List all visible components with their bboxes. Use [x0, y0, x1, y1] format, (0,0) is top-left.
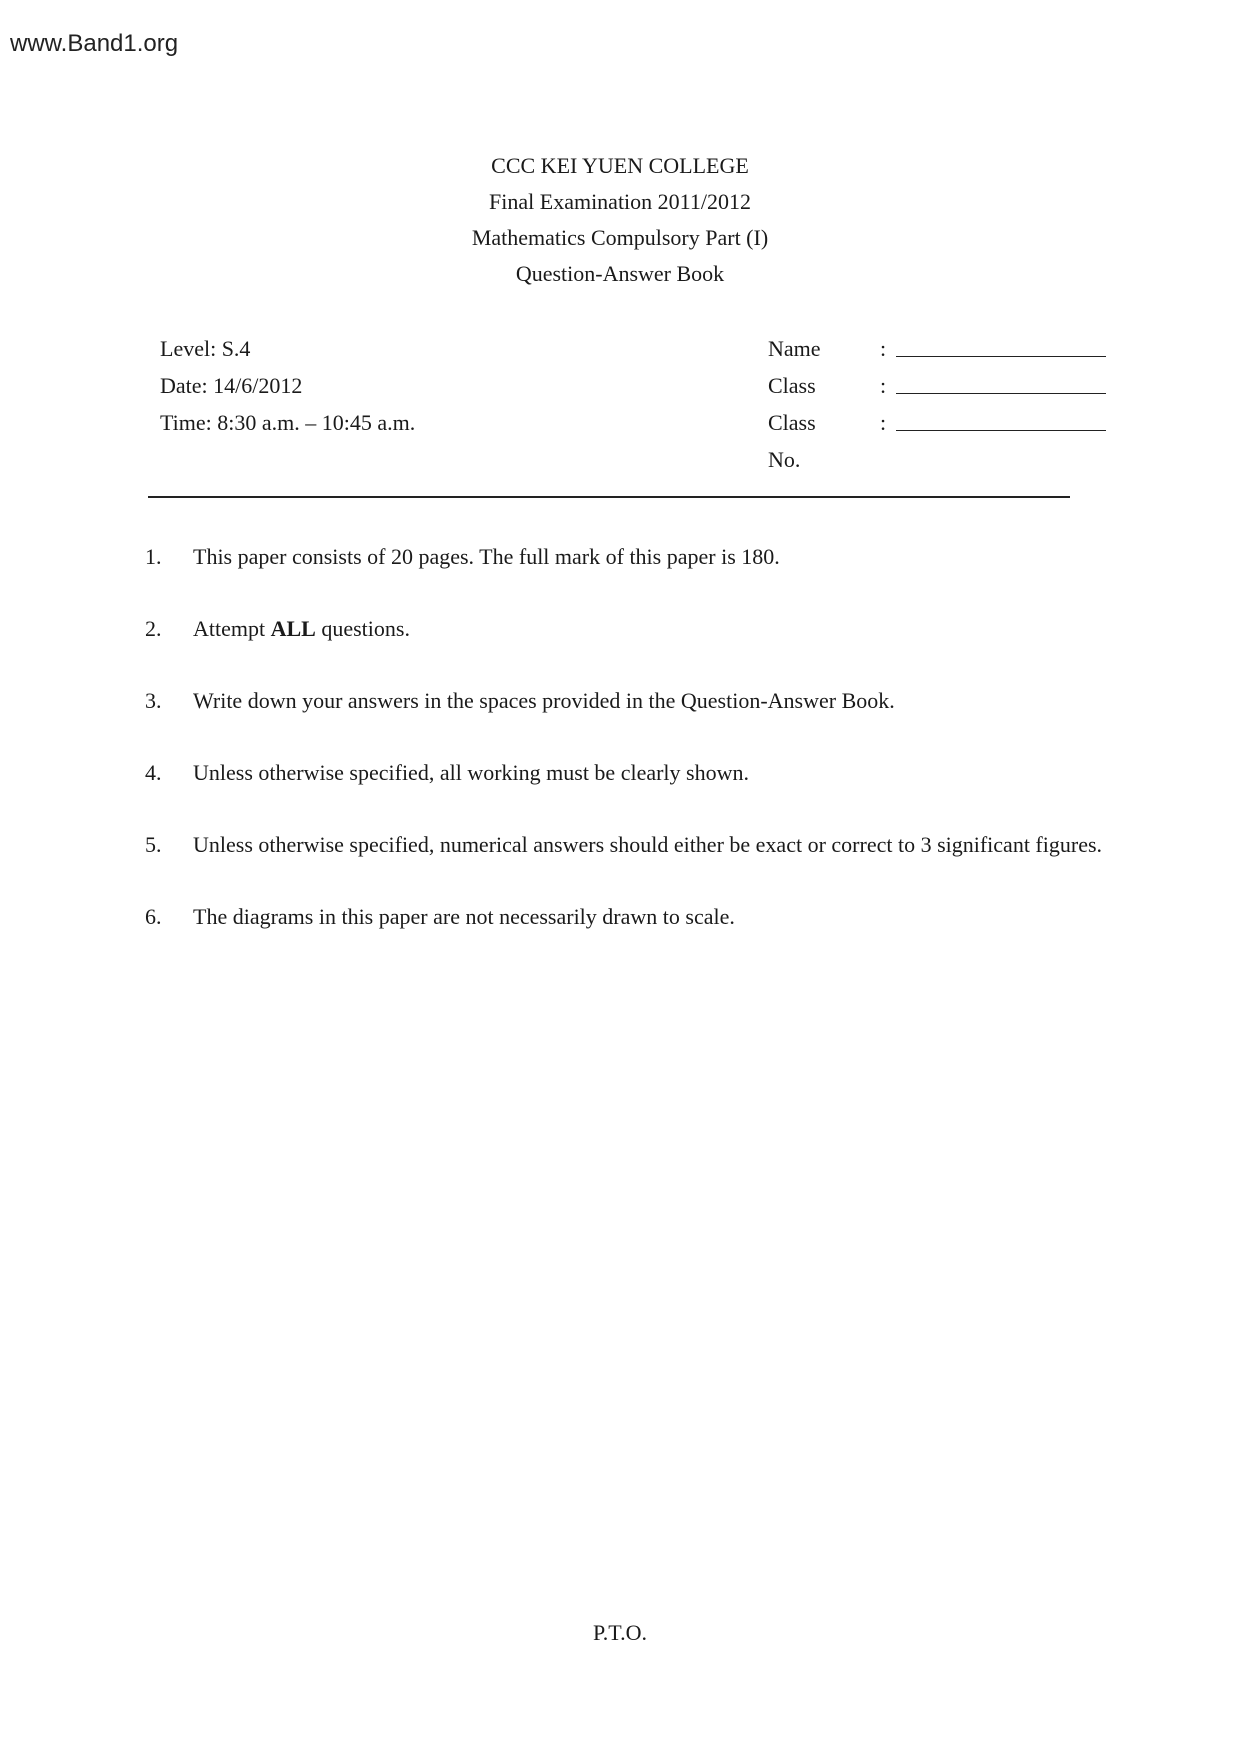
watermark-url: www.Band1.org [10, 30, 179, 57]
instructions-list [145, 540, 1105, 972]
instruction-number: 5. [145, 832, 162, 857]
instruction-text-pre: Attempt [193, 616, 271, 641]
class-no-colon: : [880, 410, 887, 435]
book-title: Question-Answer Book [515, 261, 725, 286]
instruction-text: Write down your answers in the spaces provided in the Question-Answer Book. [193, 688, 895, 713]
instruction-item [145, 684, 1105, 718]
instruction-number: 3. [145, 688, 162, 713]
class-blank[interactable] [896, 393, 1106, 394]
instruction-number: 4. [145, 760, 162, 785]
exam-title: Final Examination 2011/2012 [489, 189, 751, 214]
class-no-label: Class No. [768, 410, 816, 472]
exam-header [0, 148, 1240, 292]
instruction-item [145, 756, 1105, 790]
time: Time: 8:30 a.m. – 10:45 a.m. [160, 410, 416, 435]
instruction-text: Unless otherwise specified, all working must be clearly shown. [193, 760, 749, 785]
instruction-text: The diagrams in this paper are not necessarily drawn to scale. [193, 904, 735, 929]
name-colon: : [880, 336, 887, 361]
instruction-number: 1. [145, 544, 162, 569]
date: Date: 14/6/2012 [160, 373, 303, 398]
exam-info [160, 330, 415, 441]
subject-title: Mathematics Compulsory Part (I) [471, 225, 769, 250]
instruction-item [145, 540, 1105, 574]
class-label: Class [768, 373, 816, 398]
instruction-number: 6. [145, 904, 162, 929]
instruction-number: 2. [145, 616, 162, 641]
class-no-blank[interactable] [896, 430, 1106, 431]
instruction-text-bold: ALL [270, 616, 316, 641]
divider-line [148, 496, 1070, 498]
instruction-item [145, 828, 1105, 862]
instruction-text: This paper consists of 20 pages. The full mark of this paper is 180. [193, 544, 780, 569]
school-name: CCC KEI YUEN COLLEGE [491, 153, 749, 178]
class-colon: : [880, 373, 887, 398]
instruction-text: Unless otherwise specified, numerical answers should either be exact or correct to 3 significant figures. [193, 832, 1103, 857]
name-blank[interactable] [896, 356, 1106, 357]
instruction-text-post: questions. [315, 616, 410, 641]
pto-footer: P.T.O. [593, 1620, 647, 1645]
instruction-item [145, 612, 1105, 646]
level: Level: S.4 [160, 336, 251, 361]
name-label: Name [768, 336, 821, 361]
instruction-item [145, 900, 1105, 934]
